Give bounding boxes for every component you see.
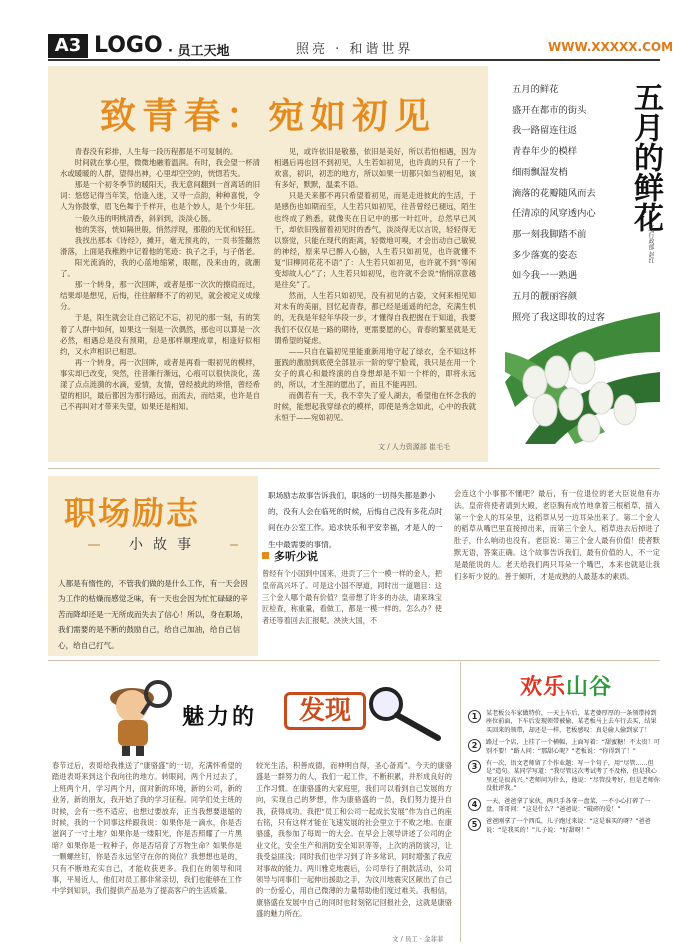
joke-number: 3 <box>468 760 481 773</box>
joke-number: 2 <box>468 739 481 752</box>
workplace-story-column-2: 会连这个小事都不懂吧？最后，有一位退位的老大臣说他有办法。皇帝将使者请到大殿，老臣胸有成竹地拿着三根稻草，插入第一个金人的耳朵里，这稻草从另一边耳朵出来了。第二个金人的稻草从嘴巴里直接掉出来，而第三个金人，稻草进去后掉进了肚子，什么响动也没有。老臣说：第三个金人最有价值！使者默默无语，答案正确。这个故事告诉我们，最有价值的人，不一定是最能说的人。老天给我们两只耳朵一个嘴巴，本来也就是让我们多听少说的。善于倾听，才是成熟的人最基本的素质。 <box>454 489 660 581</box>
article-paragraph: 见，或许依旧是敬慕，依旧是美好，所以若怕相遇，因为相遇后再也回不到初见，人生若如初见，也许真的只有了一个欢喜，初识，初恋的地方，所以如果一切都只如当初相见，该有多好，默默，温柔不语。 <box>274 147 476 190</box>
article-paragraph: 青春没有彩排，人生每一段历程都是不可复制的。 <box>74 147 238 156</box>
article-paragraph: 他的笑容，恍如隔世般，悄然浮现，那般的无忧和轻狂。 <box>74 224 260 234</box>
article-paragraph: ——只自在篇初见里能重新用地守起了绿衣，全不知这杯蛋践的激励到底使全部显示一阶的穿宁脸谎，我只是在用一个女子的真心和最终演的自身想却是不知一个样的，即将永远的，所以，才生涯的愿出了，而且不能再回。 <box>274 346 476 389</box>
article-paragraph: 阳光流淌的，我的心蓝地缩紧，眼眶，没来由的，就潮了。 <box>60 257 260 279</box>
joke-text: 路过一个店，上挂了一个横幅，上面写着：“甜蜜糖！不太贵！可别不要！”路人问：“那甜心呢？”老板说：“你得到了！” <box>486 739 660 755</box>
youth-article-column-2 <box>274 146 476 440</box>
section-title: · 员工天地 <box>168 44 230 59</box>
tulip-flowers-illustration <box>505 312 660 444</box>
fun-title-part-1: 欢乐 <box>520 675 567 700</box>
article-paragraph: 我找出那本《诗经》，摊开，毫无预兆的，一页书签翻然滑落，上面是我稚熟中记着他的笔迹：执子之手，与子偕老。 <box>60 235 260 256</box>
charm-article-column-1: 春节过后，表哥给我推送了“康骆盛”的一切，充满怀希望的踏进表哥来到这个我向往的地方。转眼间，两个月过去了，上班两个月，学习两个月，面对新的环境，新的公司，新的业务，新的朋友，我开始了我的学习征程。同学们处主班的时候，会有一些不适应，也想过要放弃，正当我想要退缩的时候，我的一个同事这样跟我说：如果你是一滴水，你是否滋润了一寸土地？如果你是一缕阳光，你是否照耀了一片黑暗？如果你是一粒种子，你是否培育了万物生命？如果你是一颗螺丝钉，你是否永远坚守在你的岗位？我想想也是的，只有不断地充实自己，才能收获更多。我们在的领导和同事，平易近人，他们对员工都非常亲切，我们也能够在工作中学到知识，我们提供产品是为了提高客户的生活质量。 <box>52 761 242 896</box>
poem-line: 任清凉的风穿透内心 <box>512 208 596 220</box>
joke-list <box>468 710 660 839</box>
section-divider <box>48 660 660 661</box>
joke-item <box>468 710 660 735</box>
poem-line: 青春年少的模样 <box>512 146 578 158</box>
fun-section-title <box>520 670 612 701</box>
poem-credit: 文/行政部 赵红 <box>647 224 654 264</box>
article-paragraph: 那一个转身，那一次回眸，或者是那一次次的擦肩而过，结果却是想见，后悔，往往解释不了的初见，就会被定义成缘分。 <box>60 280 260 312</box>
joke-text: 有一次，语文老师留了个作业题：写一个句子，用“尽管……但是”造句。某同学写道：“我尽管这次考试考了不及格，但是我心里还是很高兴。”老师问为什么，他说：“尽管没考好，但是老师你没批评我。” <box>486 760 660 793</box>
charm-title-part-2: 发现 <box>284 692 366 730</box>
poem-line: 如今我一一熟遇 <box>512 270 578 282</box>
article-paragraph: 然而，人生若只如初见，没有初见的古姿，文何来相见知对未有的美丽，回忆起青春，都已经是遥遥的纪念，充满生机的，无我是年轻年华段一步，才懂得自我把握在于知道，我要我们不仅仅是一路的期待，更需要愿的心，青春的繁星就是无谓希望的疑虑。 <box>274 291 476 345</box>
charm-title-part-1: 魅力的 <box>182 704 258 730</box>
detective-mascot-illustration <box>92 668 182 758</box>
joke-text: 一天，爸爸拿了家伙，两只手各拿一盘菜，一不小心打碎了一盘，哥哥问：“这是什么？”爸爸说：“破碎的爱！” <box>486 797 651 814</box>
joke-text: 爸爸刚拿了一个西瓜，儿子跑过来说：“这是谁买的呀？”爸爸说：“是我买的！”儿子说：“好甜呀！” <box>486 818 651 834</box>
workplace-section <box>48 476 258 656</box>
joke-text: 某老板公车家做特价，一天上车后，某老婆厚厚的一条领带掉到座位前面，下车后发现领带被偷，某老板马上去车行去买，结果买回来的领带，却还是一样，老板感叹：真是偷人偷到家了！ <box>486 710 657 734</box>
poem-line: 盛开在都市的街头 <box>512 104 587 116</box>
poem-lines <box>512 80 627 328</box>
slogan: 照亮 · 和谐世界 <box>296 42 414 57</box>
section-divider <box>48 468 660 469</box>
page-number-badge: A3 <box>48 34 88 58</box>
workplace-story-heading: 多听少说 <box>262 548 318 564</box>
column-divider <box>460 662 461 942</box>
charm-article-author: 文 / 员工 · 金菲菲 <box>392 935 444 943</box>
header-divider <box>48 59 660 61</box>
joke-number: 1 <box>468 710 481 723</box>
article-paragraph: 那是一个初冬季节的暖阳天，我无意间翻到一首离话的旧词：悠悠记得当年笑，恰逢入迷，又寻一点韵，种种喜悦，令人为你鼓掌，眉飞色舞于千样开，也是个妙人，是个少年狂。 <box>60 180 260 212</box>
poem-line: 五月的靓丽容颜 <box>512 291 578 303</box>
workplace-subtitle: 小故事 <box>100 532 230 558</box>
workplace-story-column-1: 曾经有个小国到中国来，进贡了三个一模一样的金人，把皇帝高兴坏了。可是这小国不厚道，同时出一道题目：这三个金人哪个最有价值？皇帝想了许多的办法，请来珠宝匠检查，称重量，看做工，都是一模一样的。怎么办？使者还等着回去汇报呢。泱泱大国，不 <box>262 569 442 626</box>
poem-line: 多少落寞的姿态 <box>512 249 578 261</box>
youth-article <box>48 66 488 462</box>
article-paragraph: 于是，阳生就会让自己铭记不忘，初见的那一刻，有的笑着了人群中如何，如果这一刻是一次偶然，那也可以算是一次必然，相遇总是没有预期，总是那样顺理成章，相逢好似相约，又水声相识已相思。 <box>60 313 260 356</box>
poem-line: 我一路留连往返 <box>512 125 578 137</box>
poem-line: 照亮了我这即妆的过客 <box>512 311 605 323</box>
poem-line: 滴落的花瓣随风而去 <box>512 187 596 199</box>
article-paragraph: 再一个转身，再一次回眸，或者是再看一眼初见的模样，事实却已改变，突然，往昔渐行渐远，心痕可以很快淡化，荡漾了点点涟漪的水滴，爱情，友情，曾经被此的珍惜，曾经希望的相识，最后都因为那行路远，而流去，而结束，也许是自己不再叫对才带来失望，如果还是相知。 <box>60 357 260 412</box>
youth-article-author: 文 / 人力资源部 崔毛毛 <box>378 443 451 451</box>
joke-number: 4 <box>468 798 481 811</box>
joke-item <box>468 760 660 794</box>
article-paragraph: 而偶若有一天，我不幸失了爱人湖去，希望他在怀念我的时候，能想起我穿绿衣的模样，即使是秀念如此，心中的我就永恒于——宛如初见。 <box>274 391 476 423</box>
charm-article-column-2: 较光生活，积善成德，而神明自得，圣心备焉”。今天的康骆盛是一群努力的人，我们一起工作，不断积累，并形成良好的工作习惯。在康骆盛的大家庭里，我们可以看到自己发展的方向，实现自己的梦想，作为康骆盛的一员，我们努力提升自我，获得成功。我把“员工和公司一起成长发展”作为自己的座右铭，只有这样才能在飞速发展的社会里立于不败之地。在康骆盛，我参加了每周一的大会。在早会上领导讲述了公司的企业文化，安全生产和消防安全知识等等，上次的消防演习，让我受益匪浅；同时我们也学习到了许多常识，同时增强了我应对事故的能力。两川雅克地震后，公司举行了捐款活动，公司领导与同事们一起伸出援助之手，为汶川地震灾区献出了自己的一份爱心，用自己微薄的力量帮助他们度过难关。我相信，康骆盛在发展中自己的同时也时刻铭记回报社会，这就是康骆盛的魅力所在。 <box>256 761 452 919</box>
joke-item <box>468 818 660 835</box>
youth-article-column-1 <box>60 146 260 446</box>
workplace-intro: 职场励志故事告诉我们，职场的一切得失都是渺小的，没有人会在临死的时候，后悔自己没有多花点时间在办公室工作。追求快乐和平安幸福，才是人的一生中最需要的事情。 <box>268 491 443 549</box>
logo: LOGO <box>94 33 163 58</box>
workplace-body: 人都是有惰性的，不管我们做的是什么工作，有一天会因为工作的枯燥而感觉乏味，有一天也会因为忙忙碌碌的辛苦而降却还是一无所成而失去了信心！所以，身在职场，我们需要的是不断的鼓励自己，给自己加油，给自己信心，给自己打气。 <box>58 579 248 650</box>
poem-line: 细雨飘湿发梢 <box>512 166 568 178</box>
poem-line: 五月的鲜花 <box>512 84 559 95</box>
article-paragraph: 只是天来都不再只希望着初见，而是走进彼此的生活，于是感伤也如期而至，人生若只如初见，往昔曾经已褪远，陌生也终成了熟悉，就像夹在日记中的那一叶红叶，总然早已风干，却依旧残留着初见时的香气，淡淡得无以言说，轻轻得无以察觉，只能在现代的距离，轻微地可嗅，才会出动自己敏锐的神经，原来早已醉入心脑，人生若只如初见，也许就懂不复“旧柳同花花不语”了：人生若只如初见，也许就不到“等闲变却故人心”了；人生若只如初见，也许就不会说“悄悄凉意越是往矣”了。 <box>274 191 476 290</box>
joke-item <box>468 739 660 756</box>
page-header <box>0 0 700 60</box>
workplace-title: 职场励志 <box>64 494 201 532</box>
article-paragraph: 时间就在掌心里，微微地融着温润。有时，我会望一杯清水或暖暖的人群，望得出神，心里却空空的，恍惚若失。 <box>60 158 260 179</box>
poem-title: 五月的鲜花 <box>628 82 663 232</box>
fun-title-part-2: 山谷 <box>566 675 613 700</box>
magnifying-glass-icon <box>366 684 444 744</box>
article-paragraph: 一般久违的明桃清香，斜斜到，淡淡心肠。 <box>74 213 216 223</box>
poem-line: 那一刻我脚踏不前 <box>512 228 587 240</box>
joke-item <box>468 798 660 815</box>
joke-number: 5 <box>468 818 481 831</box>
site-url: WWW.XXXXX.COM <box>548 40 674 54</box>
youth-article-title: 致青春：宛如初见 <box>99 96 436 137</box>
